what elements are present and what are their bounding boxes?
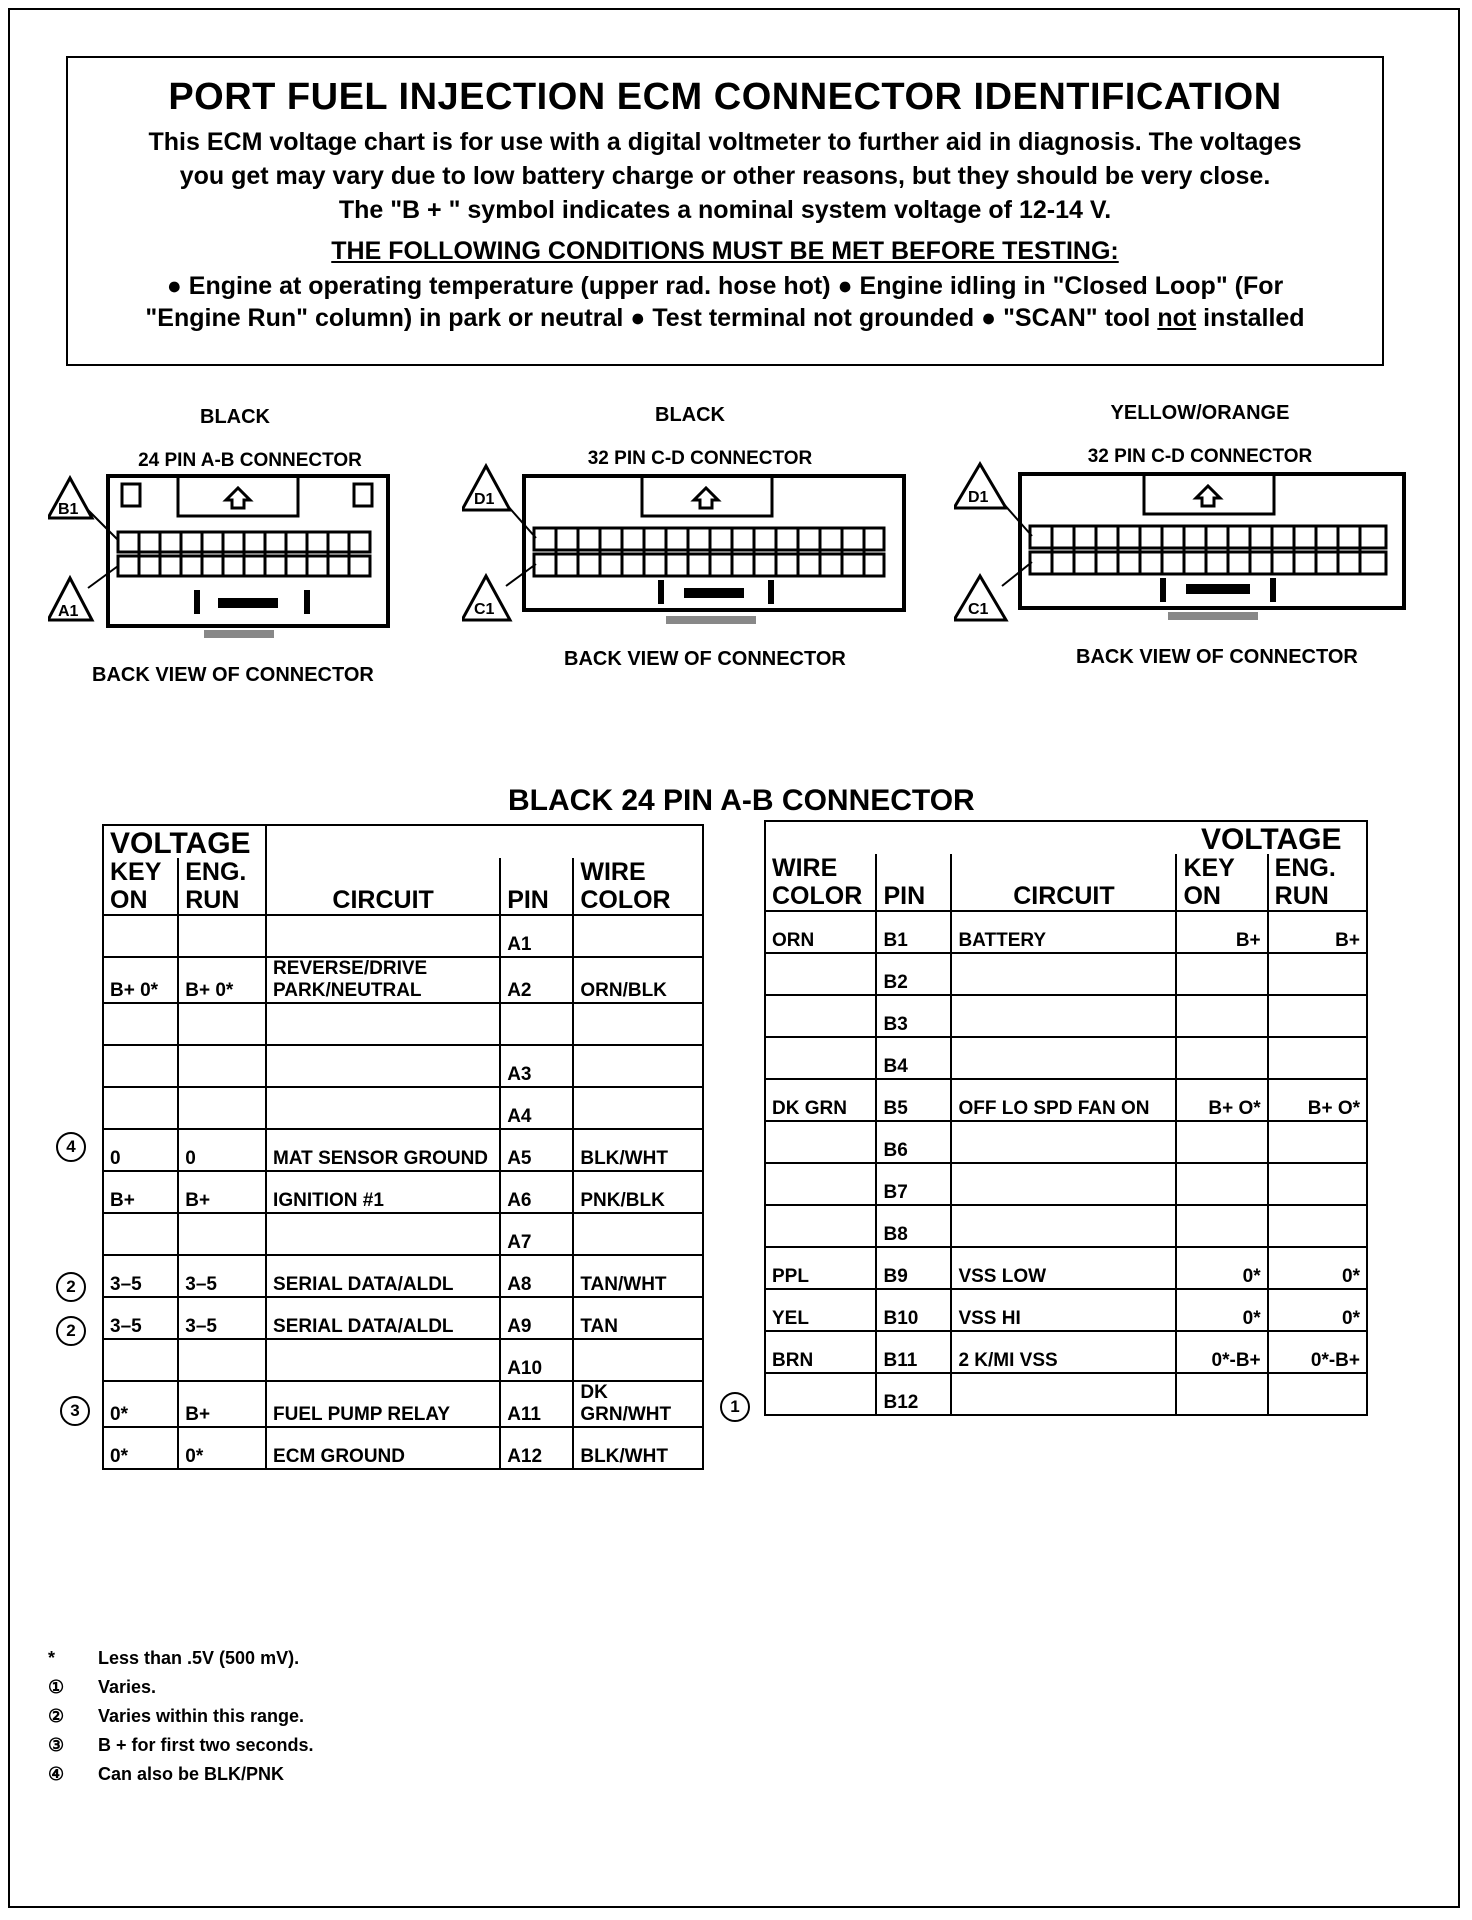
key-on-cell: 0 <box>103 1129 178 1171</box>
marker-3: 3 <box>60 1396 90 1426</box>
wire-color-cell: BLK/WHT <box>573 1427 703 1469</box>
table-row <box>103 1297 703 1339</box>
key-on-cell: B+ O* <box>1176 1079 1267 1121</box>
pin-cell: B5 <box>876 1079 951 1121</box>
key-on-cell <box>1176 1121 1267 1163</box>
table-b-header-voltage <box>765 821 1367 854</box>
circuit-cell: ECM GROUND <box>266 1427 500 1469</box>
wire-color-cell <box>765 953 876 995</box>
table-row <box>103 1255 703 1297</box>
wire-color-cell: ORN <box>765 911 876 953</box>
eng-run-cell <box>178 1087 266 1129</box>
pin-cell: B1 <box>876 911 951 953</box>
circuit-header: CIRCUIT <box>951 854 1176 911</box>
pin-cell: A2 <box>500 957 573 1003</box>
table-row <box>765 1373 1367 1415</box>
conditions-text <box>98 270 1352 334</box>
connector-cd-black-diagram <box>462 460 932 640</box>
connector-ab-back-label: BACK VIEW OF CONNECTOR <box>92 664 374 686</box>
key-on-cell <box>1176 995 1267 1037</box>
footnote-text: Can also be BLK/PNK <box>98 1764 285 1784</box>
wire-color-cell <box>765 995 876 1037</box>
pin-cell: B6 <box>876 1121 951 1163</box>
wire-color-cell <box>573 1003 703 1045</box>
circuit-cell: FUEL PUMP RELAY <box>266 1381 500 1427</box>
circuit-cell <box>266 1003 500 1045</box>
connector-color: BLACK <box>655 404 725 426</box>
wire-color-cell: ORN/BLK <box>573 957 703 1003</box>
eng-run-cell: 0* <box>178 1427 266 1469</box>
footnote-symbol: ③ <box>48 1735 65 1755</box>
pin-header: PIN <box>500 858 573 915</box>
pin-label-bottom: C1 <box>474 601 495 618</box>
circuit-cell <box>951 1121 1176 1163</box>
table-row <box>103 1339 703 1381</box>
pin-cell: B3 <box>876 995 951 1037</box>
wire-color-cell: BRN <box>765 1331 876 1373</box>
eng-run-cell <box>1268 995 1367 1037</box>
pin-cell: A7 <box>500 1213 573 1255</box>
pin-cell: B10 <box>876 1289 951 1331</box>
key-on-cell <box>1176 1163 1267 1205</box>
table-row <box>765 1205 1367 1247</box>
circuit-cell: MAT SENSOR GROUND <box>266 1129 500 1171</box>
table-b-header <box>765 854 1367 911</box>
key-on-cell: B+ <box>1176 911 1267 953</box>
circuit-cell <box>951 1037 1176 1079</box>
table-a-header <box>103 858 703 915</box>
key-on-cell: 0* <box>1176 1247 1267 1289</box>
footnote <box>48 1702 314 1731</box>
circuit-cell: VSS HI <box>951 1289 1176 1331</box>
table-b <box>764 820 1368 1416</box>
eng-run-cell: B+ <box>178 1381 266 1427</box>
circuit-cell <box>266 915 500 957</box>
footnote-symbol: ① <box>48 1677 65 1697</box>
footnote-symbol: ② <box>48 1706 65 1726</box>
wire-color-cell <box>573 1045 703 1087</box>
eng-run-cell <box>178 915 266 957</box>
circuit-cell <box>951 995 1176 1037</box>
key-on-cell <box>103 1213 178 1255</box>
eng-run-cell <box>178 1213 266 1255</box>
eng-run-cell: 0 <box>178 1129 266 1171</box>
eng-run-cell <box>1268 1121 1367 1163</box>
table-row <box>765 1121 1367 1163</box>
table-row <box>103 1003 703 1045</box>
footnote-text: Less than .5V (500 mV). <box>98 1648 300 1668</box>
pin-cell: A6 <box>500 1171 573 1213</box>
circuit-cell <box>951 1373 1176 1415</box>
connector-cd-yellow-back-label: BACK VIEW OF CONNECTOR <box>1076 646 1358 668</box>
connector-name: 32 PIN C-D CONNECTOR <box>1087 446 1313 467</box>
pin-cell: B2 <box>876 953 951 995</box>
wire-color-cell <box>573 1087 703 1129</box>
connector-color: YELLOW/ORANGE <box>1110 402 1290 424</box>
circuit-cell <box>951 1163 1176 1205</box>
footnote <box>48 1731 314 1760</box>
page-title: PORT FUEL INJECTION ECM CONNECTOR IDENTIFICATION <box>168 76 1282 118</box>
table-row <box>765 1247 1367 1289</box>
key-on-cell: B+ 0* <box>103 957 178 1003</box>
marker-1: 1 <box>720 1392 750 1422</box>
key-on-cell <box>103 1339 178 1381</box>
intro-text <box>108 125 1342 227</box>
intro-line-3: The "B + " symbol indicates a nominal system voltage of 12-14 V. <box>338 196 1112 224</box>
footnote-symbol: ④ <box>48 1764 65 1784</box>
wire-color-cell: TAN <box>573 1297 703 1339</box>
pin-cell: B4 <box>876 1037 951 1079</box>
header-box <box>66 56 1384 366</box>
footnote-text: Varies within this range. <box>98 1706 305 1726</box>
connector-ab-diagram <box>48 470 408 640</box>
key-on-cell: 0* <box>103 1427 178 1469</box>
footnote <box>48 1760 314 1789</box>
header-spacer <box>765 821 1176 854</box>
pin-cell: A1 <box>500 915 573 957</box>
table-row <box>103 1045 703 1087</box>
pin-cell: A3 <box>500 1045 573 1087</box>
table-a <box>102 824 704 1470</box>
key-on-cell <box>1176 953 1267 995</box>
circuit-cell: IGNITION #1 <box>266 1171 500 1213</box>
key-on-cell <box>103 915 178 957</box>
eng-run-cell <box>1268 1037 1367 1079</box>
circuit-cell: VSS LOW <box>951 1247 1176 1289</box>
eng-run-header: ENG. RUN <box>1268 854 1367 911</box>
key-on-cell <box>1176 1037 1267 1079</box>
table-row <box>765 911 1367 953</box>
circuit-cell <box>266 1087 500 1129</box>
wire-color-cell: YEL <box>765 1289 876 1331</box>
pin-cell: A10 <box>500 1339 573 1381</box>
connector-ab-header <box>130 406 340 429</box>
circuit-header: CIRCUIT <box>266 858 500 915</box>
connector-name: 32 PIN C-D CONNECTOR <box>587 448 813 469</box>
voltage-header: VOLTAGE <box>1176 821 1367 854</box>
footnotes <box>48 1644 314 1789</box>
eng-run-cell: 0*-B+ <box>1268 1331 1367 1373</box>
intro-line-2: you get may vary due to low battery charge or other reasons, but they should be very close. <box>179 162 1271 190</box>
circuit-cell <box>951 953 1176 995</box>
marker-4: 4 <box>56 1132 86 1162</box>
table-row <box>103 1087 703 1129</box>
connector-cd-yellow-diagram <box>954 458 1434 638</box>
pin-cell: A12 <box>500 1427 573 1469</box>
circuit-cell <box>266 1339 500 1381</box>
intro-line-1: This ECM voltage chart is for use with a digital voltmeter to further aid in diagnosis. The voltages <box>148 128 1302 156</box>
key-on-cell: 0* <box>1176 1289 1267 1331</box>
wire-color-cell <box>765 1121 876 1163</box>
table-row <box>765 1037 1367 1079</box>
pin-cell <box>500 1003 573 1045</box>
table-row <box>103 1171 703 1213</box>
key-on-cell <box>103 1003 178 1045</box>
key-on-header: KEY ON <box>103 858 178 915</box>
eng-run-cell <box>178 1045 266 1087</box>
wire-color-cell <box>765 1163 876 1205</box>
connector-color: BLACK <box>200 406 270 428</box>
eng-run-cell: 3–5 <box>178 1297 266 1339</box>
key-on-cell: 0*-B+ <box>1176 1331 1267 1373</box>
wire-color-cell <box>573 1339 703 1381</box>
wire-color-cell <box>573 1213 703 1255</box>
connector-cd-black-header <box>590 404 790 427</box>
key-on-cell: 3–5 <box>103 1255 178 1297</box>
conditions-line-1: ● Engine at operating temperature (upper rad. hose hot) ● Engine idling in "Closed Loop" (For <box>166 272 1284 300</box>
circuit-cell <box>951 1205 1176 1247</box>
eng-run-cell <box>1268 1373 1367 1415</box>
circuit-cell: SERIAL DATA/ALDL <box>266 1297 500 1339</box>
footnote-text: Varies. <box>98 1677 157 1697</box>
pin-cell: A4 <box>500 1087 573 1129</box>
pin-cell: A11 <box>500 1381 573 1427</box>
circuit-cell <box>266 1045 500 1087</box>
header-spacer <box>266 825 703 858</box>
wire-color-cell: DK GRN <box>765 1079 876 1121</box>
eng-run-cell: B+ 0* <box>178 957 266 1003</box>
pin-cell: A9 <box>500 1297 573 1339</box>
table-row <box>103 1427 703 1469</box>
circuit-cell: OFF LO SPD FAN ON <box>951 1079 1176 1121</box>
marker-2: 2 <box>56 1272 86 1302</box>
eng-run-header: ENG. RUN <box>178 858 266 915</box>
circuit-cell: SERIAL DATA/ALDL <box>266 1255 500 1297</box>
footnote-text: B + for first two seconds. <box>98 1735 314 1755</box>
table-row <box>765 1289 1367 1331</box>
pin-cell: A8 <box>500 1255 573 1297</box>
table-row <box>103 915 703 957</box>
connector-cd-black-back-label: BACK VIEW OF CONNECTOR <box>564 648 846 670</box>
eng-run-cell <box>178 1339 266 1381</box>
table-row <box>765 995 1367 1037</box>
eng-run-cell <box>1268 1163 1367 1205</box>
eng-run-cell: B+ <box>178 1171 266 1213</box>
wire-color-header: WIRE COLOR <box>765 854 876 911</box>
wire-color-cell <box>765 1373 876 1415</box>
eng-run-cell: B+ <box>1268 911 1367 953</box>
pin-cell: B11 <box>876 1331 951 1373</box>
table-a-header-voltage <box>103 825 703 858</box>
table-row <box>103 1129 703 1171</box>
table-row <box>765 1079 1367 1121</box>
conditions-line-2a: "Engine Run" column) in park or neutral ● Test terminal not grounded ● "SCAN" tool <box>145 304 1158 332</box>
voltage-header: VOLTAGE <box>103 825 266 858</box>
pin-cell: B9 <box>876 1247 951 1289</box>
footnote-symbol: * <box>48 1648 56 1668</box>
conditions-line-2 <box>98 302 1352 334</box>
key-on-cell <box>1176 1205 1267 1247</box>
key-on-cell <box>103 1045 178 1087</box>
circuit-cell: 2 K/MI VSS <box>951 1331 1176 1373</box>
eng-run-cell: B+ O* <box>1268 1079 1367 1121</box>
wire-color-cell: BLK/WHT <box>573 1129 703 1171</box>
eng-run-cell <box>178 1003 266 1045</box>
connector-cd-yellow-header <box>1060 402 1340 425</box>
connector-name: 24 PIN A-B CONNECTOR <box>138 450 362 471</box>
pin-label-top: D1 <box>968 489 989 506</box>
circuit-cell <box>266 1213 500 1255</box>
wire-color-cell: DK GRN/WHT <box>573 1381 703 1427</box>
section-title: BLACK 24 PIN A-B CONNECTOR <box>508 784 975 817</box>
key-on-header: KEY ON <box>1176 854 1267 911</box>
marker-2: 2 <box>56 1316 86 1346</box>
wire-color-cell: TAN/WHT <box>573 1255 703 1297</box>
table-row <box>103 1381 703 1427</box>
circuit-cell: BATTERY <box>951 911 1176 953</box>
wire-color-cell <box>765 1205 876 1247</box>
pin-header: PIN <box>876 854 951 911</box>
table-row <box>103 957 703 1003</box>
pin-label-bottom: C1 <box>968 601 989 618</box>
conditions-not: not <box>1157 304 1197 332</box>
key-on-cell: B+ <box>103 1171 178 1213</box>
wire-color-cell <box>765 1037 876 1079</box>
table-row <box>103 1213 703 1255</box>
pin-label-top: D1 <box>474 491 495 508</box>
pin-cell: B8 <box>876 1205 951 1247</box>
conditions-title: THE FOLLOWING CONDITIONS MUST BE MET BEFORE TESTING: <box>331 237 1119 265</box>
wire-color-cell: PNK/BLK <box>573 1171 703 1213</box>
eng-run-cell: 0* <box>1268 1247 1367 1289</box>
wire-color-header: WIRE COLOR <box>573 858 703 915</box>
pin-label-bottom: A1 <box>58 603 79 620</box>
wire-color-cell <box>573 915 703 957</box>
circuit-cell: REVERSE/DRIVE PARK/NEUTRAL <box>266 957 500 1003</box>
conditions-line-2c: installed <box>1196 304 1305 332</box>
footnote <box>48 1644 314 1673</box>
eng-run-cell: 3–5 <box>178 1255 266 1297</box>
table-row <box>765 1163 1367 1205</box>
eng-run-cell: 0* <box>1268 1289 1367 1331</box>
connector-ab-title <box>110 450 390 472</box>
wire-color-cell: PPL <box>765 1247 876 1289</box>
eng-run-cell <box>1268 953 1367 995</box>
table-row <box>765 1331 1367 1373</box>
table-row <box>765 953 1367 995</box>
pin-cell: B7 <box>876 1163 951 1205</box>
key-on-cell: 3–5 <box>103 1297 178 1339</box>
key-on-cell: 0* <box>103 1381 178 1427</box>
pin-label-top: B1 <box>58 501 79 518</box>
key-on-cell <box>1176 1373 1267 1415</box>
footnote <box>48 1673 314 1702</box>
pin-cell: A5 <box>500 1129 573 1171</box>
key-on-cell <box>103 1087 178 1129</box>
eng-run-cell <box>1268 1205 1367 1247</box>
pin-cell: B12 <box>876 1373 951 1415</box>
